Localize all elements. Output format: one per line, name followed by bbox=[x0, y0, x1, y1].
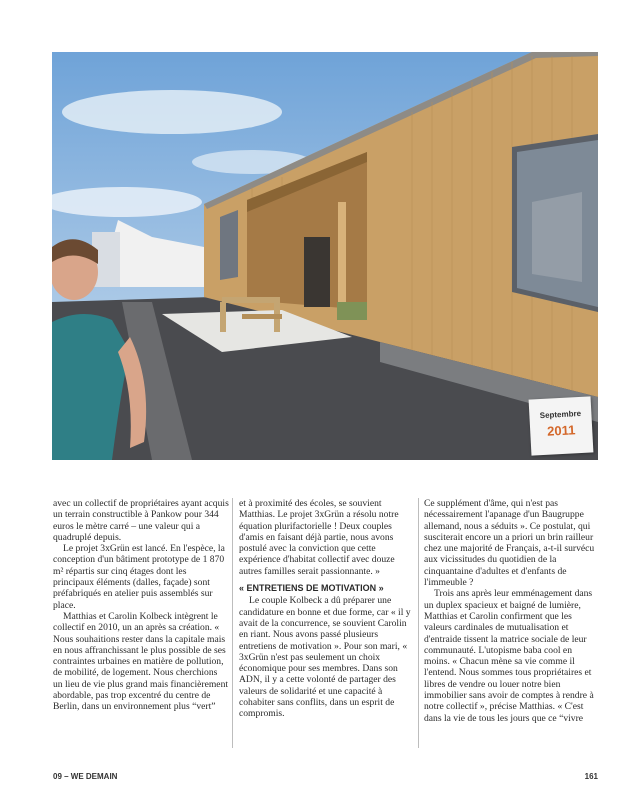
paragraph: Le couple Kolbeck a dû préparer une candidature en bonne et due forme, car « il y avait de la concurrence, se souvient Carolin en riant. Nous avons passé plusieurs entretiens de motivation ». Pour son mari, « 3xGrün n'est pas seulement un choix économique pour ses membres. Dans son ADN, il y a cette volonté de partager des valeurs de solidarité et une capacité à cohabiter sans conflits, dans un esprit de compromis. bbox=[239, 595, 411, 720]
article-column-1 bbox=[53, 498, 229, 713]
date-tag-month: Septembre bbox=[539, 408, 582, 421]
paragraph: Ce supplément d'âme, qui n'est pas nécessairement l'apanage d'un Baugruppe allemand, nous a séduits ». Ce postulat, qui susciterait encore un a priori un brin railleur chez une majorité de Français, a-t-il survécu aux vicissitudes du quotidien de la cinquantaine d'adultes et d'enfants de l'immeuble ? bbox=[424, 498, 595, 589]
column-divider bbox=[418, 498, 419, 748]
article-column-2 bbox=[239, 498, 415, 720]
section-heading: « ENTRETIENS DE MOTIVATION » bbox=[239, 583, 384, 594]
date-tag bbox=[529, 396, 594, 455]
paragraph: et à proximité des écoles, se souvient Matthias. Le projet 3xGrün a résolu notre équation plurifactorielle ! Deux couples d'amis en faisant déjà partie, nous avons postulé avec la conviction que cette expérience d'habitat collectif avec douze autres familles serait passionnante. » bbox=[239, 498, 399, 577]
footer-page-number: 161 bbox=[584, 772, 598, 781]
article-column-3 bbox=[424, 498, 598, 724]
date-tag-year: 2011 bbox=[546, 422, 576, 439]
article-photo bbox=[52, 52, 598, 460]
column-divider bbox=[232, 498, 233, 748]
paragraph: Trois ans après leur emménagement dans un duplex spacieux et baigné de lumière, Matthias et Carolin confirment que les valeurs cardinales de mutualisation et d'entraide tissent la matrice sociale de leur communauté. L'utopisme baba cool en moins. « Chacun mène sa vie comme il l'entend. Nous sommes tous propriétaires et libres de vendre ou louer notre bien immobilier sans avoir de comptes à rendre à notre collectif », précise Matthias. « C'est dans la vie de tous les jours que ce “vivre bbox=[424, 588, 594, 724]
paragraph: avec un collectif de propriétaires ayant acquis un terrain constructible à Pankow pour 344 euros le mètre carré – une valeur qui a quadruplé depuis. bbox=[53, 498, 229, 543]
paragraph: Le projet 3xGrün est lancé. En l'espèce, la conception d'un bâtiment prototype de 1 870 m² répartis sur cinq étages dont les principaux éléments (dalles, façade) sont préfabriqués en atelier puis assemblés sur place. bbox=[53, 543, 225, 611]
paragraph: Matthias et Carolin Kolbeck intègrent le collectif en 2010, un an après sa création. « Nous souhaitions rester dans la capitale mais en nous affranchissant le plus possible de ses contraintes urbaines en matière de pollution, de mobilité, de logement. Nous cherchions un lieu de vie plus grand mais financièrement abordable, pas trop excentré du centre de Berlin, dans un environnement plus “vert” bbox=[53, 610, 229, 713]
footer-magazine-name: 09 – WE DEMAIN bbox=[53, 772, 118, 781]
rooftop-building-illustration bbox=[52, 52, 598, 460]
